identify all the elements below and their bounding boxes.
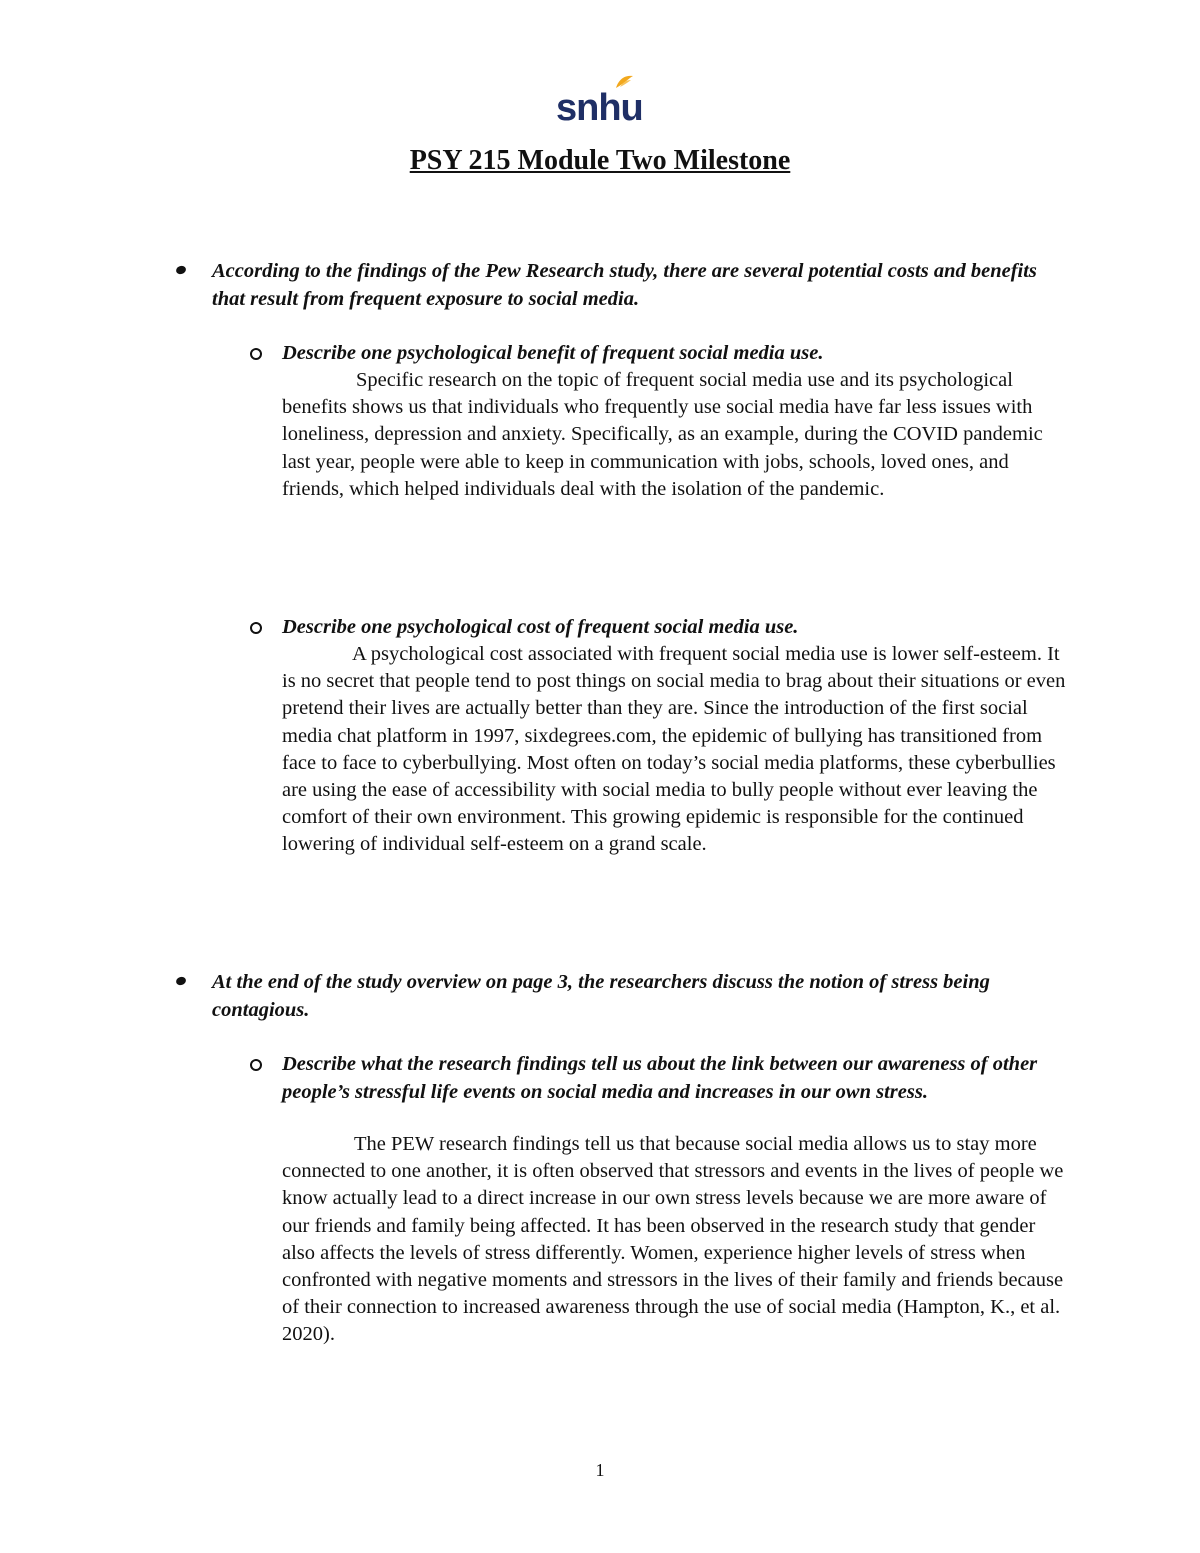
circle-bullet-icon [250, 622, 262, 634]
page-number: 1 [595, 1460, 605, 1480]
section1-sub2-answer: A psychological cost associated with frequent social media use is lower self-esteem. It is no secret that people tend to post things on social media to brag about their situations or even pretend their lives are actually better than they are. Since the introduction of the first social media chat platform in 1997, sixdegrees.com, the epidemic of bullying has transitioned from face to face to cyberbullying. Most often on today’s social media platforms, these cyberbullies are using the ease of accessibility with social media to bully people without ever leaving the comfort of their own environment. This growing epidemic is responsible for the continued lowering of individual self-esteem on a grand scale. [282, 643, 1066, 856]
section2-sub1-answer: The PEW research findings tell us that because social media allows us to stay more connected to one another, it is often observed that stressors and events in the lives of people we know actually lead to a direct increase in our own stress levels because we are more aware of our friends and family being affected. It has been observed in the research study that gender also affects the levels of stress differently. Women, experience higher levels of stress when confronted with negative moments and stressors in the lives of their family and friends because of their connection to increased awareness through the use of social media (Hampton, K., et al. 2020). [282, 1133, 1064, 1346]
section2-sub1-question: Describe what the research findings tell us about the link between our awareness of other people’s stressful life events on social media and increases in our own stress. [282, 1053, 1038, 1103]
section2-question: At the end of the study overview on page 3, the researchers discuss the notion of stress being contagious. [212, 971, 990, 1021]
snhu-logo [556, 70, 643, 132]
logo-text: snhu [556, 87, 643, 129]
section1-sub2-question: Describe one psychological cost of frequent social media use. [282, 616, 799, 638]
bullet-icon [175, 976, 187, 987]
section1-sub1-answer: Specific research on the topic of frequent social media use and its psychological benefits shows us that individuals who frequently use social media have far less issues with loneliness, depression and anxiety. Specifically, as an example, during the COVID pandemic last year, people were able to keep in communication with jobs, schools, loved ones, and friends, which helped individuals deal with the isolation of the pandemic. [282, 369, 1043, 500]
section1-sub1-question: Describe one psychological benefit of frequent social media use. [282, 342, 824, 364]
bullet-icon [175, 265, 187, 276]
circle-bullet-icon [250, 1059, 262, 1071]
page-title: PSY 215 Module Two Milestone [409, 145, 791, 176]
section1-question: According to the findings of the Pew Research study, there are several potential costs and benefits that result from frequent exposure to social media. [212, 260, 1037, 310]
circle-bullet-icon [250, 348, 262, 360]
